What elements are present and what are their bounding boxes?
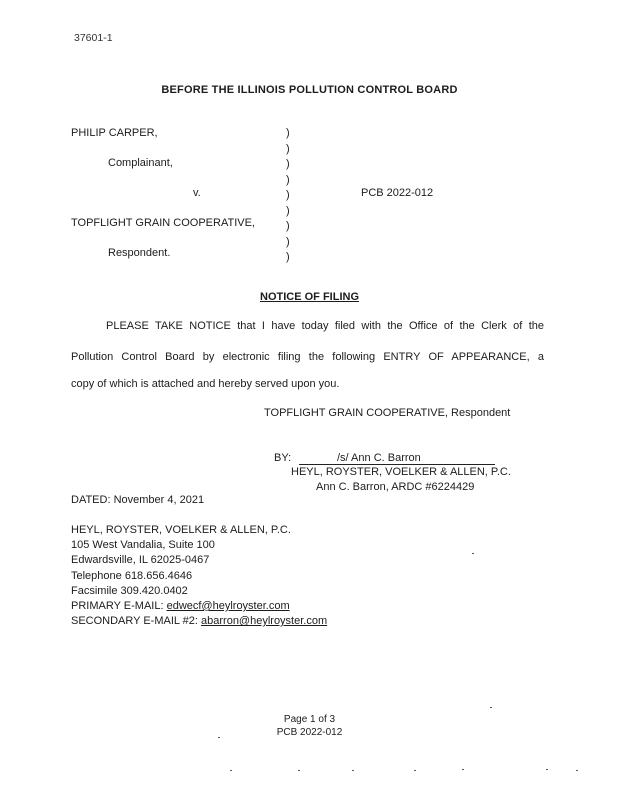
scan-speck xyxy=(218,737,220,738)
caption-paren: ) xyxy=(286,158,290,170)
secondary-email-row xyxy=(71,614,327,629)
document-id: 37601-1 xyxy=(74,32,113,44)
address-block xyxy=(71,523,327,629)
caption-paren: ) xyxy=(286,173,290,186)
footer-page-number: Page 1 of 3 xyxy=(283,714,336,725)
body-line-3: copy of which is attached and hereby served upon you. xyxy=(71,378,340,390)
respondent-name: TOPFLIGHT GRAIN COOPERATIVE, xyxy=(71,217,255,229)
scan-speck xyxy=(546,769,548,770)
body-line-2 xyxy=(71,351,544,363)
scan-speck xyxy=(298,770,300,771)
address-firm: HEYL, ROYSTER, VOELKER & ALLEN, P.C. xyxy=(71,524,291,536)
caption-parentheses xyxy=(286,126,296,266)
scan-speck xyxy=(462,769,464,770)
complainant-role: Complainant, xyxy=(108,157,173,169)
notice-heading: NOTICE OF FILING xyxy=(260,291,359,303)
signature-line xyxy=(299,452,495,465)
complainant-name: PHILIP CARPER, xyxy=(71,127,158,139)
scan-speck xyxy=(414,770,416,771)
signature-firm: HEYL, ROYSTER, VOELKER & ALLEN, P.C. xyxy=(291,466,511,478)
scan-speck xyxy=(576,770,578,771)
scan-speck xyxy=(230,770,232,771)
body-line-1 xyxy=(71,320,544,332)
address-facsimile: Facsimile 309.420.0402 xyxy=(71,584,188,597)
scan-speck xyxy=(352,770,354,771)
signature-attorney: Ann C. Barron, ARDC #6224429 xyxy=(316,481,475,493)
dated-line: DATED: November 4, 2021 xyxy=(71,494,205,506)
secondary-email-label: SECONDARY E-MAIL #2: xyxy=(71,615,198,628)
body-text: PLEASE TAKE NOTICE that I have today filed with the Office of the Clerk of the xyxy=(106,320,544,332)
signed-name: /s/ Ann C. Barron xyxy=(299,452,495,465)
secondary-email-link[interactable]: abarron@heylroyster.com xyxy=(201,615,328,628)
primary-email-label: PRIMARY E-MAIL: xyxy=(71,599,164,612)
caption-paren: ) xyxy=(286,189,290,201)
address-street: 105 West Vandalia, Suite 100 xyxy=(71,539,215,552)
scan-speck xyxy=(490,707,492,708)
scan-speck xyxy=(472,553,474,554)
primary-email-row xyxy=(71,599,327,614)
caption-paren: ) xyxy=(286,142,290,155)
caption-paren: ) xyxy=(286,127,290,139)
versus: v. xyxy=(193,187,201,199)
party-signature: TOPFLIGHT GRAIN COOPERATIVE, Respondent xyxy=(264,407,511,419)
respondent-role: Respondent. xyxy=(108,247,171,259)
address-telephone: Telephone 618.656.4646 xyxy=(71,569,193,582)
board-title: BEFORE THE ILLINOIS POLLUTION CONTROL BOARD xyxy=(161,84,458,96)
primary-email-link[interactable]: edwecf@heylroyster.com xyxy=(166,599,290,612)
address-city: Edwardsville, IL 62025-0467 xyxy=(71,554,210,567)
caption-paren: ) xyxy=(286,204,290,217)
caption-paren: ) xyxy=(286,220,290,232)
body-text: Pollution Control Board by electronic filing the following ENTRY OF APPEARANCE, a xyxy=(71,351,544,363)
signature-by-label: BY: xyxy=(274,452,292,464)
case-number: PCB 2022-012 xyxy=(361,187,434,199)
caption-paren: ) xyxy=(286,251,290,263)
caption-paren: ) xyxy=(286,235,290,248)
footer-case-number: PCB 2022-012 xyxy=(276,727,343,738)
